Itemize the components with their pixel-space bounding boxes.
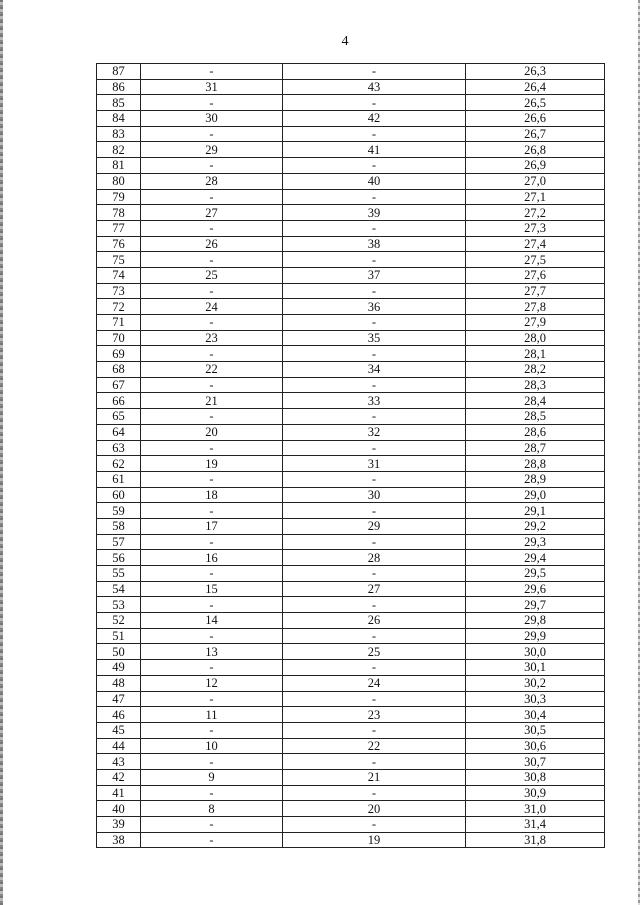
result-cell: 27,6: [466, 267, 605, 283]
score-cell: 57: [97, 534, 141, 550]
value-b-cell: 28: [283, 550, 466, 566]
table-row: [97, 220, 605, 236]
score-cell: 40: [97, 801, 141, 817]
score-cell: 84: [97, 111, 141, 127]
value-b-cell: 26: [283, 613, 466, 629]
value-b-cell: 21: [283, 769, 466, 785]
table-row: [97, 142, 605, 158]
value-a-cell: -: [141, 566, 283, 582]
value-b-cell: -: [283, 471, 466, 487]
score-cell: 51: [97, 628, 141, 644]
score-cell: 87: [97, 64, 141, 80]
score-cell: 65: [97, 409, 141, 425]
table-row: [97, 707, 605, 723]
result-cell: 27,4: [466, 236, 605, 252]
value-b-cell: -: [283, 660, 466, 676]
score-cell: 63: [97, 440, 141, 456]
result-cell: 30,7: [466, 754, 605, 770]
value-b-cell: -: [283, 158, 466, 174]
value-a-cell: -: [141, 346, 283, 362]
table-row: [97, 362, 605, 378]
table-row: [97, 832, 605, 848]
score-table: [96, 63, 605, 848]
result-cell: 28,1: [466, 346, 605, 362]
result-cell: 29,1: [466, 503, 605, 519]
result-cell: 29,7: [466, 597, 605, 613]
table-row: [97, 754, 605, 770]
result-cell: 28,4: [466, 393, 605, 409]
value-a-cell: 30: [141, 111, 283, 127]
value-b-cell: 19: [283, 832, 466, 848]
score-cell: 78: [97, 205, 141, 221]
score-cell: 53: [97, 597, 141, 613]
value-a-cell: 14: [141, 613, 283, 629]
value-b-cell: 37: [283, 267, 466, 283]
value-a-cell: 23: [141, 330, 283, 346]
table-row: [97, 252, 605, 268]
result-cell: 29,2: [466, 518, 605, 534]
value-a-cell: -: [141, 252, 283, 268]
value-b-cell: -: [283, 220, 466, 236]
value-b-cell: 32: [283, 424, 466, 440]
score-cell: 82: [97, 142, 141, 158]
result-cell: 27,5: [466, 252, 605, 268]
value-a-cell: 31: [141, 79, 283, 95]
result-cell: 28,7: [466, 440, 605, 456]
result-cell: 29,9: [466, 628, 605, 644]
table-row: [97, 550, 605, 566]
value-b-cell: -: [283, 628, 466, 644]
table-row: [97, 738, 605, 754]
value-a-cell: 13: [141, 644, 283, 660]
score-cell: 75: [97, 252, 141, 268]
score-cell: 39: [97, 817, 141, 833]
result-cell: 30,3: [466, 691, 605, 707]
value-b-cell: 34: [283, 362, 466, 378]
value-a-cell: -: [141, 189, 283, 205]
result-cell: 27,8: [466, 299, 605, 315]
value-a-cell: 27: [141, 205, 283, 221]
result-cell: 27,9: [466, 315, 605, 331]
score-cell: 49: [97, 660, 141, 676]
value-a-cell: 24: [141, 299, 283, 315]
value-b-cell: -: [283, 64, 466, 80]
value-b-cell: -: [283, 346, 466, 362]
value-a-cell: -: [141, 817, 283, 833]
value-a-cell: 12: [141, 675, 283, 691]
value-a-cell: -: [141, 691, 283, 707]
table-row: [97, 173, 605, 189]
value-b-cell: -: [283, 503, 466, 519]
value-a-cell: 28: [141, 173, 283, 189]
table-row: [97, 691, 605, 707]
score-cell: 38: [97, 832, 141, 848]
table-row: [97, 503, 605, 519]
result-cell: 28,0: [466, 330, 605, 346]
result-cell: 28,5: [466, 409, 605, 425]
table-row: [97, 660, 605, 676]
value-b-cell: 20: [283, 801, 466, 817]
value-b-cell: -: [283, 785, 466, 801]
value-a-cell: -: [141, 220, 283, 236]
value-a-cell: 19: [141, 456, 283, 472]
result-cell: 26,3: [466, 64, 605, 80]
score-cell: 66: [97, 393, 141, 409]
result-cell: 28,8: [466, 456, 605, 472]
table-row: [97, 158, 605, 174]
score-cell: 83: [97, 126, 141, 142]
value-a-cell: 16: [141, 550, 283, 566]
table-row: [97, 299, 605, 315]
value-b-cell: 41: [283, 142, 466, 158]
table-row: [97, 518, 605, 534]
value-b-cell: 30: [283, 487, 466, 503]
table-row: [97, 111, 605, 127]
table-row: [97, 64, 605, 80]
score-cell: 47: [97, 691, 141, 707]
value-a-cell: -: [141, 283, 283, 299]
value-b-cell: -: [283, 722, 466, 738]
result-cell: 26,8: [466, 142, 605, 158]
table-row: [97, 769, 605, 785]
score-cell: 52: [97, 613, 141, 629]
value-b-cell: 25: [283, 644, 466, 660]
value-b-cell: 43: [283, 79, 466, 95]
score-cell: 74: [97, 267, 141, 283]
score-cell: 76: [97, 236, 141, 252]
table-row: [97, 785, 605, 801]
score-cell: 72: [97, 299, 141, 315]
value-b-cell: -: [283, 440, 466, 456]
score-cell: 70: [97, 330, 141, 346]
value-b-cell: -: [283, 315, 466, 331]
table-row: [97, 377, 605, 393]
table-row: [97, 613, 605, 629]
table-row: [97, 566, 605, 582]
result-cell: 27,0: [466, 173, 605, 189]
value-a-cell: 25: [141, 267, 283, 283]
score-cell: 43: [97, 754, 141, 770]
value-a-cell: 15: [141, 581, 283, 597]
table-row: [97, 581, 605, 597]
value-a-cell: -: [141, 722, 283, 738]
result-cell: 27,7: [466, 283, 605, 299]
score-cell: 56: [97, 550, 141, 566]
value-b-cell: 39: [283, 205, 466, 221]
result-cell: 26,6: [466, 111, 605, 127]
value-b-cell: 24: [283, 675, 466, 691]
result-cell: 26,5: [466, 95, 605, 111]
value-b-cell: -: [283, 409, 466, 425]
score-cell: 67: [97, 377, 141, 393]
score-cell: 58: [97, 518, 141, 534]
value-a-cell: -: [141, 534, 283, 550]
table-row: [97, 346, 605, 362]
value-b-cell: -: [283, 126, 466, 142]
table-row: [97, 487, 605, 503]
value-b-cell: -: [283, 754, 466, 770]
value-a-cell: -: [141, 628, 283, 644]
value-a-cell: -: [141, 471, 283, 487]
table-row: [97, 315, 605, 331]
value-a-cell: 8: [141, 801, 283, 817]
score-cell: 77: [97, 220, 141, 236]
score-cell: 41: [97, 785, 141, 801]
value-b-cell: -: [283, 817, 466, 833]
value-b-cell: 40: [283, 173, 466, 189]
table-row: [97, 675, 605, 691]
value-a-cell: -: [141, 785, 283, 801]
table-row: [97, 471, 605, 487]
score-cell: 54: [97, 581, 141, 597]
score-cell: 45: [97, 722, 141, 738]
value-a-cell: -: [141, 660, 283, 676]
table-row: [97, 534, 605, 550]
value-b-cell: -: [283, 252, 466, 268]
value-a-cell: 18: [141, 487, 283, 503]
table-row: [97, 267, 605, 283]
page-number: 4: [341, 34, 349, 49]
value-a-cell: -: [141, 377, 283, 393]
value-a-cell: 20: [141, 424, 283, 440]
table-body: [97, 64, 605, 848]
value-a-cell: -: [141, 597, 283, 613]
value-a-cell: -: [141, 95, 283, 111]
score-cell: 85: [97, 95, 141, 111]
score-cell: 80: [97, 173, 141, 189]
value-b-cell: -: [283, 566, 466, 582]
score-cell: 79: [97, 189, 141, 205]
value-a-cell: 10: [141, 738, 283, 754]
value-a-cell: -: [141, 64, 283, 80]
table-row: [97, 440, 605, 456]
score-cell: 59: [97, 503, 141, 519]
value-a-cell: 9: [141, 769, 283, 785]
value-b-cell: 31: [283, 456, 466, 472]
table-row: [97, 205, 605, 221]
value-a-cell: -: [141, 158, 283, 174]
result-cell: 27,1: [466, 189, 605, 205]
value-a-cell: 17: [141, 518, 283, 534]
value-a-cell: -: [141, 503, 283, 519]
score-cell: 61: [97, 471, 141, 487]
value-a-cell: -: [141, 754, 283, 770]
score-cell: 62: [97, 456, 141, 472]
score-cell: 71: [97, 315, 141, 331]
result-cell: 30,1: [466, 660, 605, 676]
result-cell: 27,2: [466, 205, 605, 221]
score-cell: 69: [97, 346, 141, 362]
table-row: [97, 644, 605, 660]
value-b-cell: 36: [283, 299, 466, 315]
value-b-cell: 27: [283, 581, 466, 597]
value-a-cell: -: [141, 126, 283, 142]
table-row: [97, 628, 605, 644]
value-a-cell: 29: [141, 142, 283, 158]
value-b-cell: -: [283, 691, 466, 707]
result-cell: 30,9: [466, 785, 605, 801]
score-cell: 46: [97, 707, 141, 723]
score-cell: 48: [97, 675, 141, 691]
score-cell: 42: [97, 769, 141, 785]
result-cell: 30,6: [466, 738, 605, 754]
value-b-cell: 38: [283, 236, 466, 252]
value-a-cell: -: [141, 315, 283, 331]
result-cell: 27,3: [466, 220, 605, 236]
value-b-cell: -: [283, 597, 466, 613]
table-row: [97, 95, 605, 111]
value-a-cell: 22: [141, 362, 283, 378]
value-b-cell: 22: [283, 738, 466, 754]
score-cell: 81: [97, 158, 141, 174]
table-row: [97, 79, 605, 95]
table-row: [97, 330, 605, 346]
result-cell: 29,3: [466, 534, 605, 550]
value-a-cell: 21: [141, 393, 283, 409]
result-cell: 29,4: [466, 550, 605, 566]
score-cell: 86: [97, 79, 141, 95]
score-cell: 55: [97, 566, 141, 582]
result-cell: 29,5: [466, 566, 605, 582]
result-cell: 30,2: [466, 675, 605, 691]
value-a-cell: 11: [141, 707, 283, 723]
result-cell: 29,6: [466, 581, 605, 597]
value-b-cell: 42: [283, 111, 466, 127]
result-cell: 29,8: [466, 613, 605, 629]
result-cell: 30,8: [466, 769, 605, 785]
table-row: [97, 236, 605, 252]
value-b-cell: 35: [283, 330, 466, 346]
table-row: [97, 597, 605, 613]
score-cell: 64: [97, 424, 141, 440]
value-b-cell: 33: [283, 393, 466, 409]
table-row: [97, 189, 605, 205]
value-b-cell: -: [283, 95, 466, 111]
value-b-cell: -: [283, 283, 466, 299]
value-a-cell: -: [141, 832, 283, 848]
result-cell: 31,8: [466, 832, 605, 848]
score-cell: 50: [97, 644, 141, 660]
result-cell: 28,6: [466, 424, 605, 440]
result-cell: 28,9: [466, 471, 605, 487]
result-cell: 28,2: [466, 362, 605, 378]
table-row: [97, 393, 605, 409]
result-cell: 31,4: [466, 817, 605, 833]
value-a-cell: -: [141, 440, 283, 456]
value-b-cell: -: [283, 189, 466, 205]
table-row: [97, 283, 605, 299]
value-a-cell: 26: [141, 236, 283, 252]
result-cell: 30,5: [466, 722, 605, 738]
score-cell: 44: [97, 738, 141, 754]
table-row: [97, 456, 605, 472]
table-row: [97, 126, 605, 142]
result-cell: 29,0: [466, 487, 605, 503]
result-cell: 26,4: [466, 79, 605, 95]
value-b-cell: -: [283, 377, 466, 393]
result-cell: 26,7: [466, 126, 605, 142]
result-cell: 30,4: [466, 707, 605, 723]
scan-edge-left: [0, 0, 3, 905]
value-a-cell: -: [141, 409, 283, 425]
result-cell: 26,9: [466, 158, 605, 174]
result-cell: 28,3: [466, 377, 605, 393]
table-row: [97, 722, 605, 738]
result-cell: 31,0: [466, 801, 605, 817]
value-b-cell: 29: [283, 518, 466, 534]
score-cell: 68: [97, 362, 141, 378]
score-cell: 60: [97, 487, 141, 503]
table-row: [97, 817, 605, 833]
table-row: [97, 409, 605, 425]
table-row: [97, 801, 605, 817]
value-b-cell: -: [283, 534, 466, 550]
score-cell: 73: [97, 283, 141, 299]
table-row: [97, 424, 605, 440]
result-cell: 30,0: [466, 644, 605, 660]
value-b-cell: 23: [283, 707, 466, 723]
